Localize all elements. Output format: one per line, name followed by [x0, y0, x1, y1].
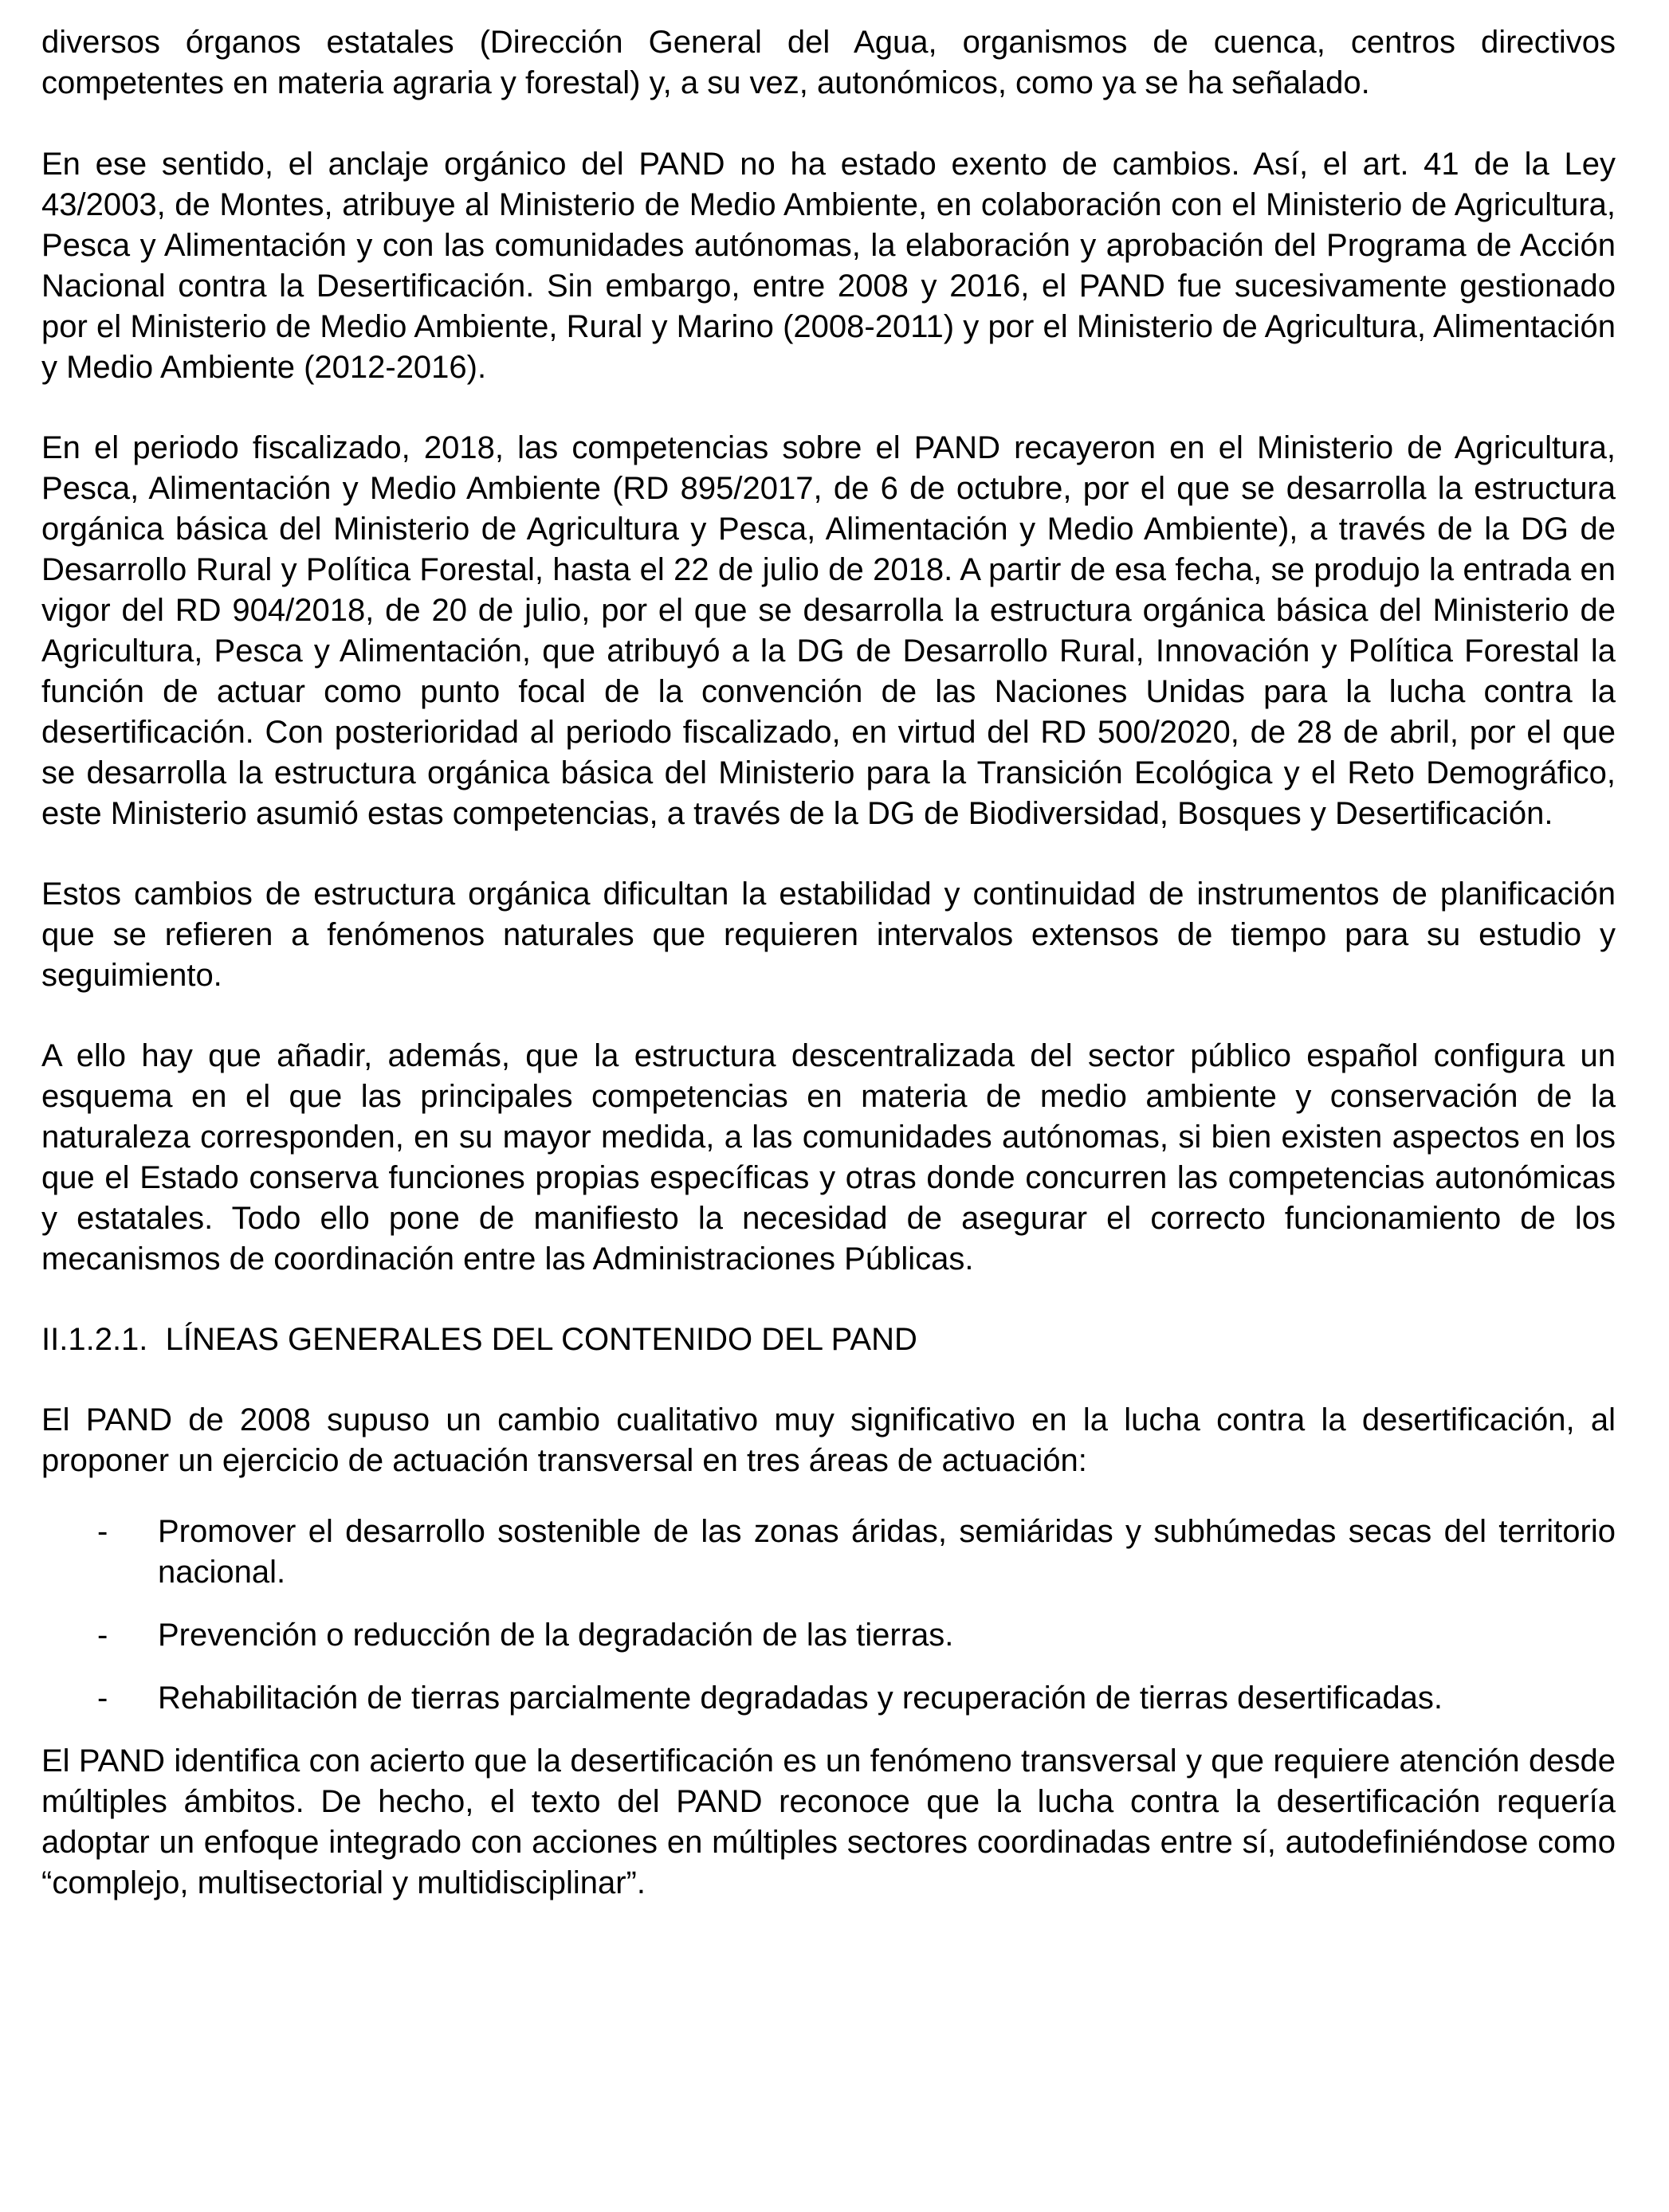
list-item-text: Rehabilitación de tierras parcialmente degradadas y recuperación de tierras desertificadas.: [158, 1681, 1443, 1716]
list-item-text: Promover el desarrollo sostenible de las zonas áridas, semiáridas y subhúmedas secas del territorio nacional.: [158, 1514, 1616, 1590]
paragraph-anclaje-organico: En ese sentido, el anclaje orgánico del PAND no ha estado exento de cambios. Así, el art. 41 de la Ley 43/2003, de Montes, atribuye al Ministerio de Medio Ambiente, en colaboración con el Ministerio de Agricultura, Pesca y Alimentación y con las comunidades autónomas, la elaboración y aprobación del Programa de Acción Nacional contra la Desertificación. Sin embargo, entre 2008 y 2016, el PAND fue sucesivamente gestionado por el Ministerio de Medio Ambiente, Rural y Marino (2008-2011) y por el Ministerio de Agricultura, Alimentación y Medio Ambiente (2012-2016).: [41, 147, 1616, 385]
document-page: [41, 22, 1616, 1943]
paragraph-pand-2008: El PAND de 2008 supuso un cambio cualitativo muy significativo en la lucha contra la desertificación, al proponer un ejercicio de actuación transversal en tres áreas de actuación:: [41, 1402, 1616, 1478]
action-areas-list: [41, 1512, 1616, 1719]
bullet-dash: -: [97, 1514, 108, 1549]
list-item: [41, 1512, 1616, 1593]
paragraph-estructura-descentralizada: A ello hay que añadir, además, que la estructura descentralizada del sector público español configura un esquema en el que las principales competencias en materia de medio ambiente y conservación de la naturaleza corresponden, en su mayor medida, a las comunidades autónomas, si bien existen aspectos en los que el Estado conserva funciones propias específicas y otras donde concurren las competencias autonómicas y estatales. Todo ello pone de manifiesto la necesidad de asegurar el correcto funcionamiento de los mecanismos de coordinación entre las Administraciones Públicas.: [41, 1038, 1616, 1277]
bullet-dash: -: [97, 1618, 108, 1653]
paragraph-organos-estatales: diversos órganos estatales (Dirección General del Agua, organismos de cuenca, centros directivos competentes en materia agraria y forestal) y, a su vez, autonómicos, como ya se ha señalado.: [41, 25, 1616, 100]
paragraph-cambios-estructura: Estos cambios de estructura orgánica dificultan la estabilidad y continuidad de instrumentos de planificación que se refieren a fenómenos naturales que requieren intervalos extensos de tiempo para su estudio y seguimiento.: [41, 877, 1616, 993]
paragraph-periodo-fiscalizado: En el periodo fiscalizado, 2018, las competencias sobre el PAND recayeron en el Ministerio de Agricultura, Pesca, Alimentación y Medio Ambiente (RD 895/2017, de 6 de octubre, por el que se desarrolla la estructura orgánica básica del Ministerio de Agricultura y Pesca, Alimentación y Medio Ambiente), a través de la DG de Desarrollo Rural y Política Forestal, hasta el 22 de julio de 2018. A partir de esa fecha, se produjo la entrada en vigor del RD 904/2018, de 20 de julio, por el que se desarrolla la estructura orgánica básica del Ministerio de Agricultura, Pesca y Alimentación, que atribuyó a la DG de Desarrollo Rural, Innovación y Política Forestal la función de actuar como punto focal de la convención de las Naciones Unidas para la lucha contra la desertificación. Con posterioridad al periodo fiscalizado, en virtud del RD 500/2020, de 28 de abril, por el que se desarrolla la estructura orgánica básica del Ministerio para la Transición Ecológica y el Reto Demográfico, este Ministerio asumió estas competencias, a través de la DG de Biodiversidad, Bosques y Desertificación.: [41, 430, 1616, 831]
list-item-text: Prevención o reducción de la degradación de las tierras.: [158, 1618, 954, 1653]
paragraph-fenomeno-transversal: El PAND identifica con acierto que la desertificación es un fenómeno transversal y que requiere atención desde múltiples ámbitos. De hecho, el texto del PAND reconoce que la lucha contra la desertificación requería adoptar un enfoque integrado con acciones en múltiples sectores coordinadas entre sí, autodefiniéndose como “complejo, multisectorial y multidisciplinar”.: [41, 1743, 1616, 1900]
section-heading: II.1.2.1. LÍNEAS GENERALES DEL CONTENIDO DEL PAND: [41, 1322, 917, 1357]
list-item: [41, 1615, 1616, 1656]
bullet-dash: -: [97, 1681, 108, 1716]
list-item: [41, 1678, 1616, 1719]
